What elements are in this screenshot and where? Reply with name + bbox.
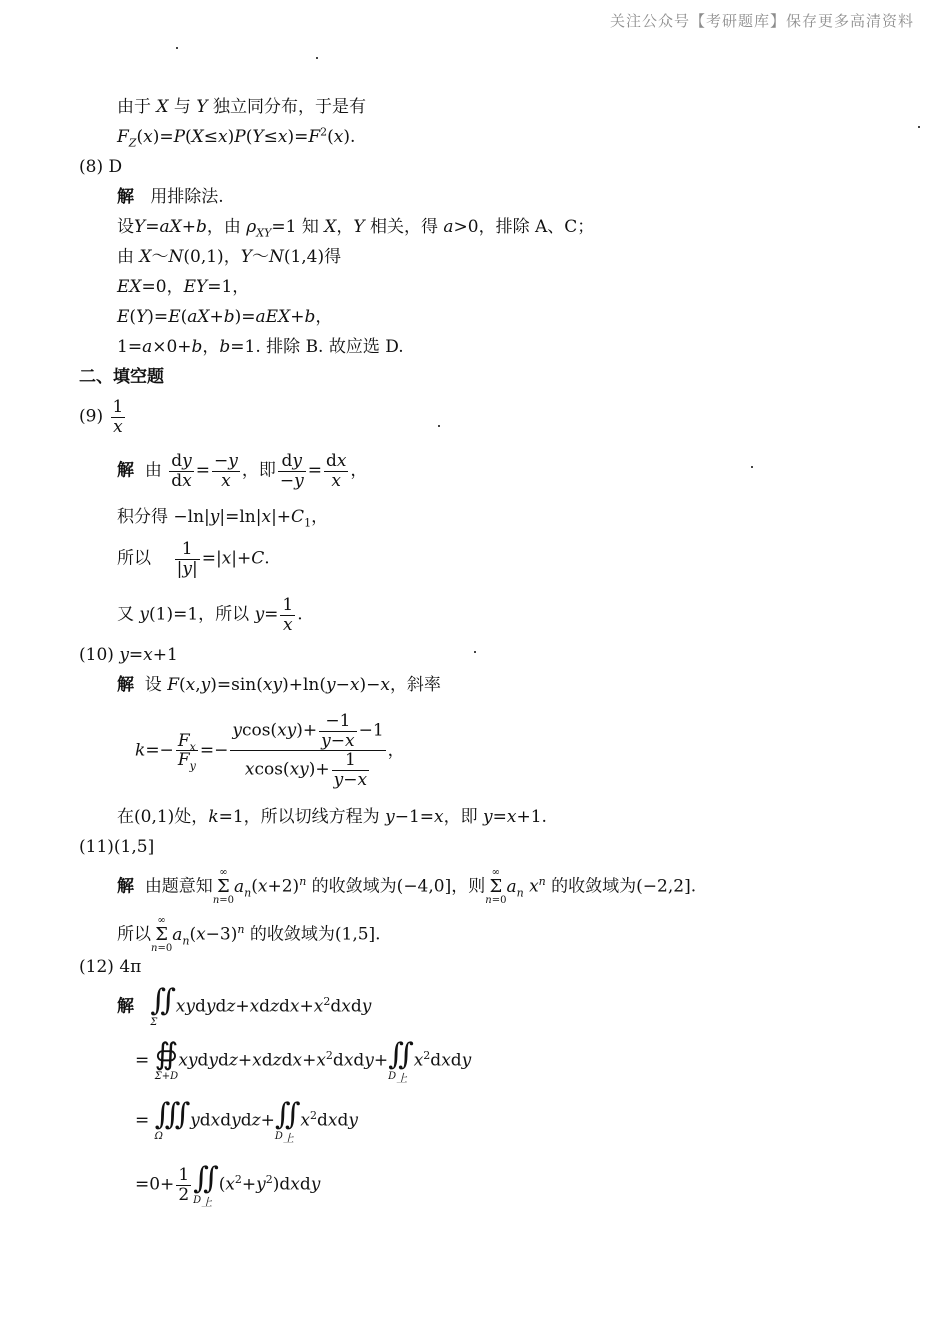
q11-line2: 所以 ∞ Σ n=0 $a_n(x-3)^n$ 的收敛域为(1,5]. [117, 915, 381, 954]
q9-l3-pre: 所以 [117, 548, 151, 569]
q8-line4: EX=0，EY=1， [117, 277, 250, 297]
q11-l2a: 所以 [117, 924, 151, 945]
q9-line1: 解 由 $\frac{dy}{dx}$ = $\frac{-y}{x}$ ，即 $\frac{dy}{-y}$ = $\frac{dx}{x}$ ， [117, 451, 368, 491]
q12-answer: 4π [119, 957, 142, 977]
q11-jie: 解 [117, 876, 134, 897]
q12-header [79, 958, 141, 978]
q10-header: (10) y=x+1 [79, 645, 178, 665]
q12-jie: 解 [117, 996, 134, 1017]
watermark: 关注公众号【考研题库】保存更多高清资料 [609, 12, 914, 30]
q8-answer: D [108, 157, 123, 177]
section-fill-blank: 二、填空题 [79, 367, 164, 387]
q11-l1a: 由题意知 [144, 876, 213, 897]
q7-line1: 由于 X 与 Y 独立同分布，于是有 [117, 97, 366, 117]
q8-jie: 解 [117, 187, 134, 207]
q9-line3: 所以 $\frac{1}{|y|}$ =|x|+C. [117, 539, 270, 579]
q12-row4: =0+ $\frac{1}{2}$ ∬ $D_上$ $(x^2+y^2)dxdy$ [135, 1161, 321, 1209]
q9-answer-den: x [111, 417, 126, 437]
q9-label: (9) [79, 406, 104, 427]
q11-line1: 解 由题意知 ∞ Σ n=0 $a_n(x+2)^n$ 的收敛域为(−4,0]，则 ∞ Σ n=0 $a_n$ $x^n$ 的收敛域为(−2,2]. [117, 867, 697, 906]
q8-label: (8) [79, 157, 104, 177]
q11-answer: (1,5] [113, 837, 155, 857]
q8-line6: 1=a×0+b，b=1. 排除 B. 故应选 D. [117, 337, 404, 357]
q12-row1: 解 ∬ Σ $xydydz+xdzdx+x^2dxdy$ [117, 983, 372, 1028]
q10-line3: 在(0,1)处，k=1，所以切线方程为 y−1=x，即 y=x+1. [117, 807, 547, 827]
q10-label: (10) [79, 645, 114, 665]
q8-line3: 由 X～N(0,1)，Y～N(1,4)得 [117, 247, 342, 267]
q9-answer [111, 398, 126, 436]
q12-row3: = ∭ Ω ydxdydz+ ∬ $D_上$ $x^2dxdy$ [135, 1097, 358, 1145]
q9-l1-pre: 由 [144, 460, 162, 481]
q8-header [79, 158, 122, 178]
q8-line1 [117, 188, 224, 208]
q9-answer-num: 1 [112, 397, 124, 417]
q9-jie: 解 [117, 460, 134, 481]
q10-formula: k=− $\frac{F_x}{F_y}$ =− ycos(xy)+ $\frac{-1}{y-x}$ −1 xcos(xy)+ $\frac{1}{y-x}$ ， [135, 711, 405, 791]
q11-header [79, 838, 154, 858]
q9-line4: 又 y(1)=1，所以 y= $\frac{1}{x}$ . [117, 595, 303, 635]
q11-label: (11) [79, 837, 114, 857]
q8-line2: 设Y=aX+b，由 $\rho_{XY}=1$ 知 X，Y 相关，得 a>0，排除 A、C； [117, 217, 595, 240]
q7-line2: $F_Z(x)=P(X\le x)P(Y\le x)=F^2(x)$. [117, 125, 356, 150]
q12-row2: = ∯ Σ+D $xydydz+xdzdx+x^2dxdy+$ ∬ $D_上$ $x^2dxdy$ [135, 1037, 472, 1085]
q8-line5: E(Y)=E(aX+b)=aEX+b， [117, 307, 333, 327]
q9-l1-mid: ，即 [241, 460, 276, 481]
q10-jie: 解 [117, 675, 134, 695]
q8-l1: 用排除法. [150, 187, 224, 207]
q9-header [79, 398, 127, 436]
q10-line1: 解 设 F(x,y)=sin(xy)+ln(y−x)−x，斜率 [117, 675, 441, 695]
q12-label: (12) [79, 957, 114, 977]
q9-line2: 积分得 $-\ln|y|=\ln|x|+C_1$， [117, 507, 329, 530]
